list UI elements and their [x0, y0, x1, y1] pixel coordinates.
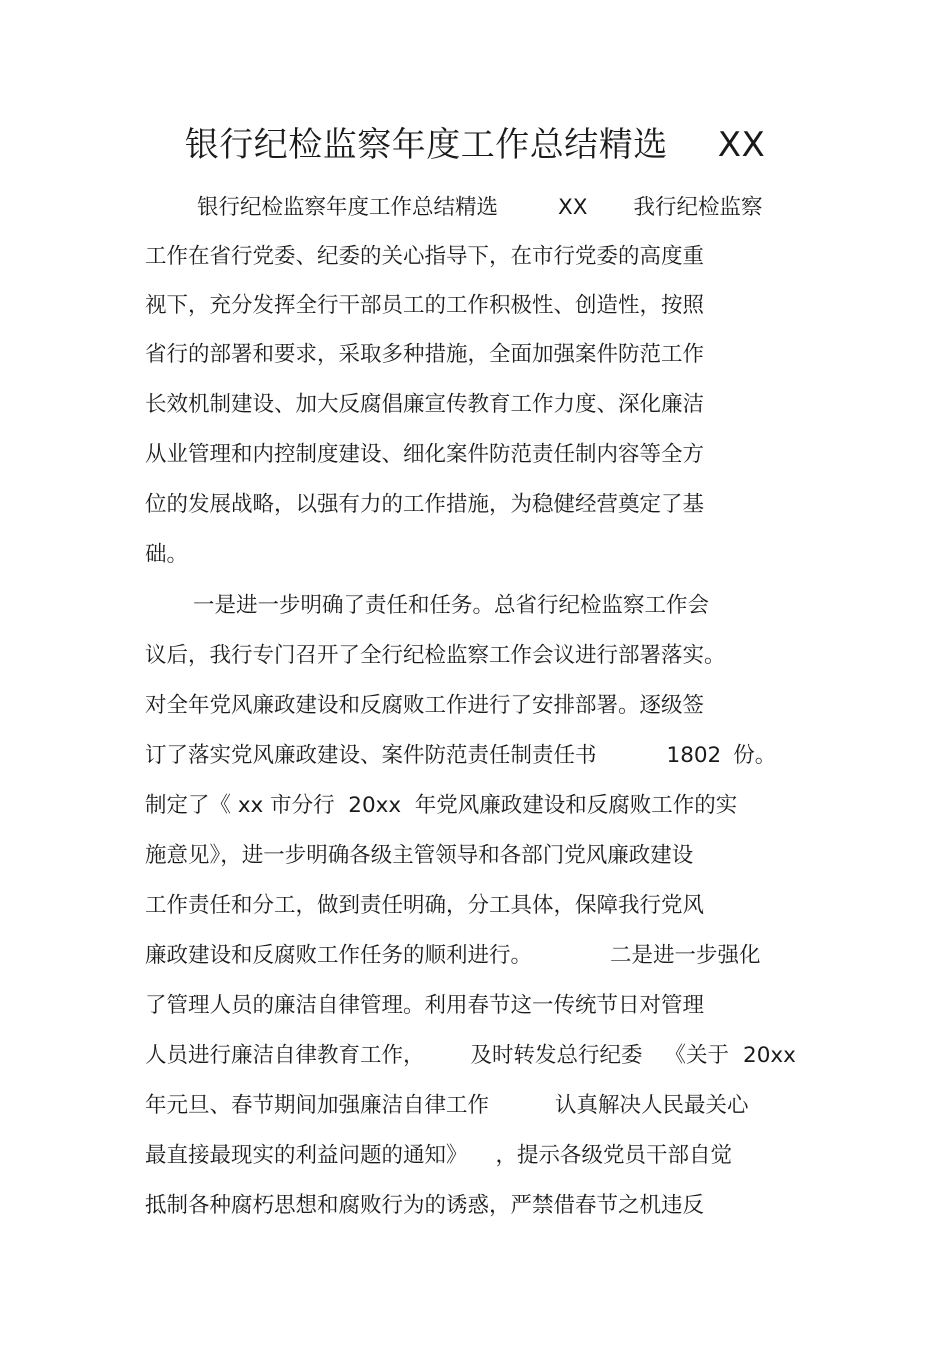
text-segment: 20xx	[743, 1043, 796, 1068]
text-segment: 年元旦、春节期间加强廉洁自律工作	[145, 1093, 490, 1118]
text-segment: 议后，我行专门召开了全行纪检监察工作会议进行部署落实。	[145, 643, 726, 668]
text-segment: 视下，充分发挥全行干部员工的工作积极性、创造性，按照	[145, 293, 705, 318]
text-line	[145, 1141, 732, 1171]
text-line	[145, 1041, 796, 1071]
text-segment: 最直接最现实的利益问题的通知》	[145, 1143, 468, 1168]
text-segment: 位的发展战略，以强有力的工作措施，为稳健经营奠定了基	[145, 492, 705, 517]
text-segment: 长效机制建设、加大反腐倡廉宣传教育工作力度、深化廉洁	[145, 392, 705, 417]
text-line	[145, 540, 188, 570]
text-line	[145, 1091, 749, 1121]
text-line	[145, 440, 704, 470]
text-segment: 及时转发总行纪委	[470, 1043, 643, 1068]
text-segment: XX	[558, 195, 588, 220]
text-segment: 银行纪检监察年度工作总结精选	[197, 195, 499, 220]
text-line	[145, 490, 704, 520]
text-segment: 人员进行廉洁自律教育工作，	[145, 1043, 425, 1068]
text-line	[145, 791, 737, 821]
text-segment: 二是进一步强化	[610, 943, 761, 968]
text-line	[145, 1191, 704, 1221]
text-segment: 对全年党风廉政建设和反腐败工作进行了安排部署。逐级签	[145, 693, 705, 718]
text-segment: 认真解决人民最关心	[555, 1093, 749, 1118]
text-segment: 1802	[666, 743, 722, 768]
text-line	[145, 291, 704, 321]
text-segment: 从业管理和内控制度建设、细化案件防范责任制内容等全方	[145, 442, 705, 467]
text-line	[145, 641, 726, 671]
text-segment: 抵制各种腐朽思想和腐败行为的诱惑，严禁借春节之机违反	[145, 1193, 705, 1218]
text-line	[145, 691, 704, 721]
text-line	[145, 991, 704, 1021]
text-segment: 础。	[145, 542, 189, 567]
title-main: 银行纪检监察年度工作总结精选	[184, 125, 668, 165]
text-line	[145, 340, 704, 370]
text-segment: ，提示各级党员干部自觉	[495, 1143, 733, 1168]
text-segment: 工作责任和分工，做到责任明确，分工具体，保障我行党风	[145, 893, 705, 918]
document-title	[0, 122, 950, 168]
text-segment: 制定了《 xx 市分行 20xx 年党风廉政建设和反腐败工作的实	[145, 793, 738, 818]
text-line	[145, 242, 704, 272]
text-line	[197, 193, 763, 223]
title-suffix: XX	[717, 125, 766, 165]
text-segment: 省行的部署和要求，采取多种措施，全面加强案件防范工作	[145, 342, 705, 367]
text-line	[145, 941, 761, 971]
text-segment: 廉政建设和反腐败工作任务的顺利进行。	[145, 943, 533, 968]
text-segment: 施意见》，进一步明确各级主管领导和各部门党风廉政建设	[145, 843, 694, 868]
text-segment: 份。	[733, 743, 777, 768]
text-segment: 了管理人员的廉洁自律管理。利用春节这一传统节日对管理	[145, 993, 705, 1018]
text-line	[145, 891, 704, 921]
text-segment: 工作在省行党委、纪委的关心指导下，在市行党委的高度重	[145, 244, 705, 269]
text-line	[193, 591, 709, 621]
text-line	[145, 841, 693, 871]
text-segment: 订了落实党风廉政建设、案件防范责任制责任书	[145, 743, 597, 768]
text-segment: 一是进一步明确了责任和任务。总省行纪检监察工作会	[193, 593, 710, 618]
text-line	[145, 741, 776, 771]
text-segment: 我行纪检监察	[633, 195, 763, 220]
text-line	[145, 390, 704, 420]
text-segment: 《关于	[664, 1043, 730, 1068]
